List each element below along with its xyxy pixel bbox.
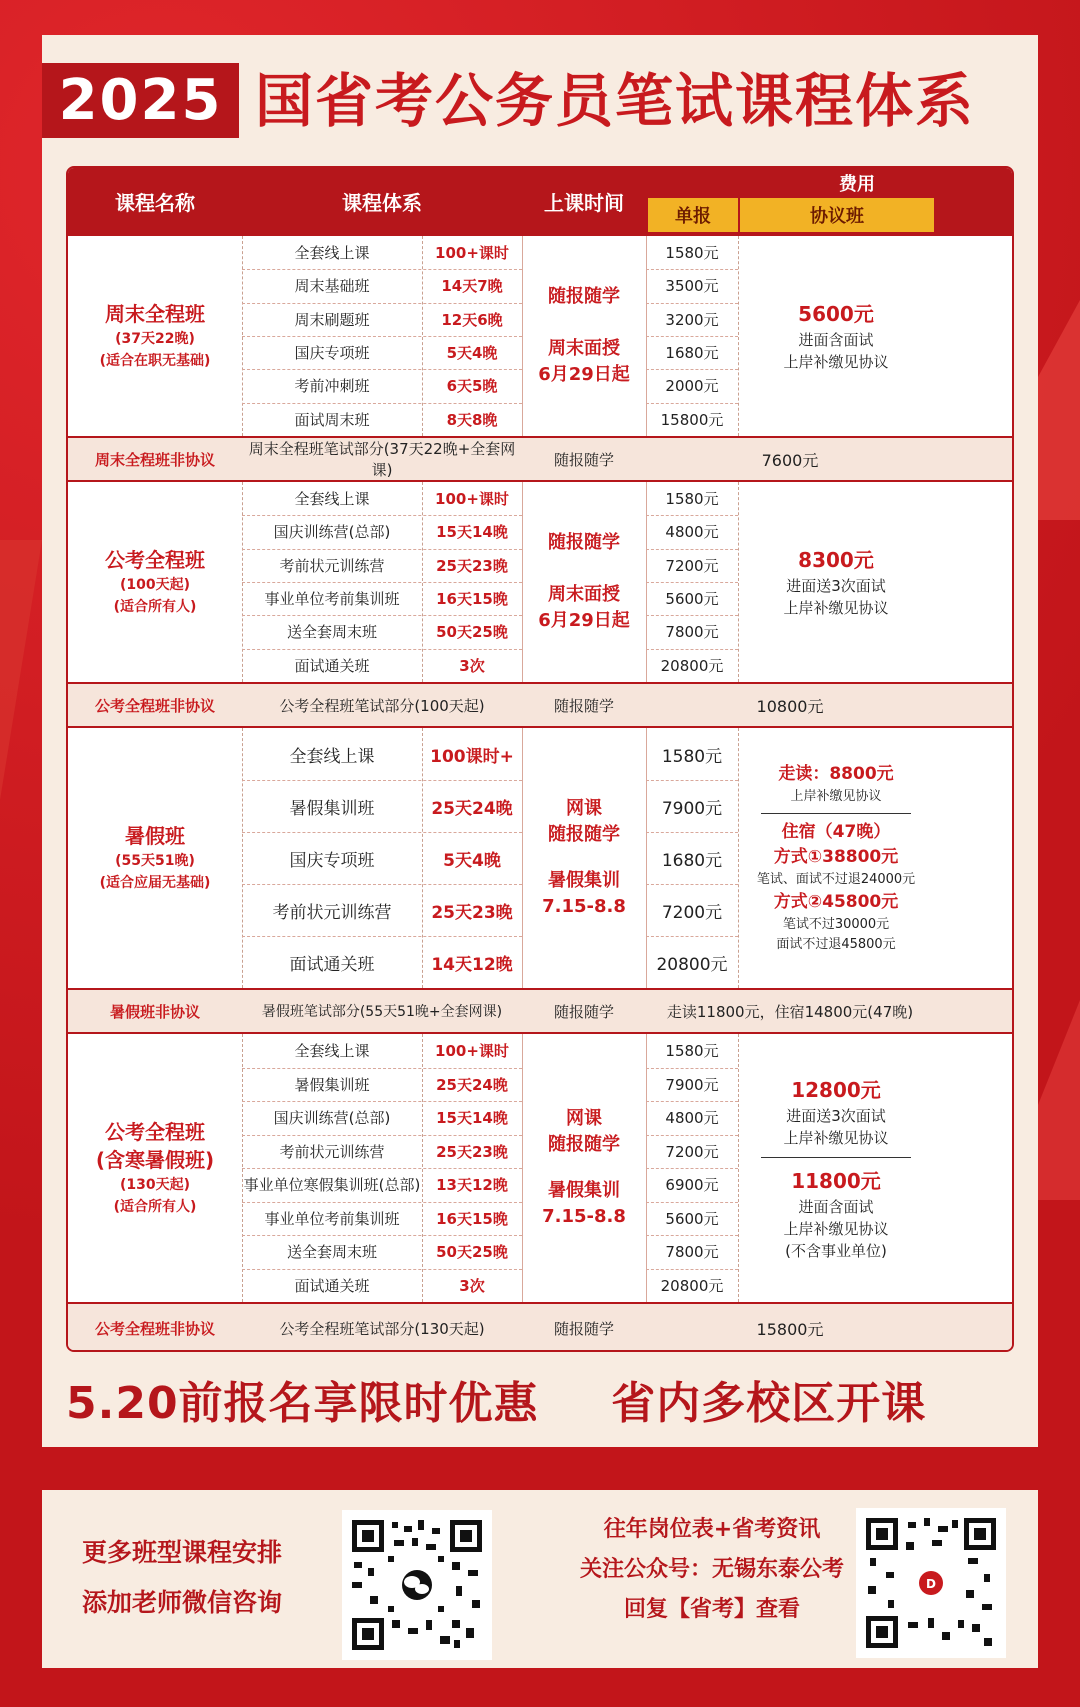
agreement-note: 上岸补缴见协议 [783, 599, 889, 617]
course-duration-cell: 13天12晚 [436, 1176, 508, 1195]
course-price-cell: 20800元 [656, 954, 728, 975]
course-price-cell: 7900元 [665, 1075, 719, 1094]
course-duration-cell: 8天8晚 [446, 410, 498, 429]
course-duration-cell: 15天14晚 [436, 523, 508, 542]
footer-middle [542, 1510, 882, 1630]
class-name: 暑假班 [125, 824, 185, 848]
time-line: 网课 [566, 798, 602, 819]
course-price-cell: 1580元 [665, 244, 719, 263]
non-agreement-name: 暑假班非协议 [109, 1002, 200, 1021]
class-fit: (适合所有人) [113, 599, 197, 615]
non-agreement-row [68, 682, 1014, 726]
option-2-price: 方式②45800元 [773, 891, 899, 912]
course-duration-cell: 25天23晚 [436, 556, 508, 575]
course-name-cell: 国庆专项班 [294, 344, 370, 363]
course-name-cell: 面试通关班 [294, 656, 370, 675]
time-line: 7.15-8.8 [542, 1206, 626, 1227]
course-duration-cell: 100课时+ [430, 746, 514, 767]
col-fee: 费用 [839, 174, 875, 195]
course-price-cell: 1680元 [661, 850, 723, 871]
course-price-cell: 20800元 [660, 1276, 724, 1295]
course-table [66, 166, 1014, 1352]
page-title: 国省考公务员笔试课程体系 [255, 67, 976, 135]
course-price-cell: 1580元 [661, 746, 723, 767]
option-1-price: 方式①38800元 [773, 846, 899, 867]
course-duration-cell: 25天23晚 [431, 902, 513, 923]
course-duration-cell: 16天15晚 [436, 1209, 508, 1228]
course-price-cell: 5600元 [665, 590, 719, 609]
agreement-price: 11800元 [791, 1168, 881, 1193]
course-price-cell: 2000元 [665, 377, 719, 396]
footer-line: 添加老师微信咨询 [82, 1588, 283, 1617]
course-duration-cell: 16天15晚 [436, 590, 508, 609]
course-name-cell: 考前状元训练营 [279, 1142, 385, 1161]
course-duration-cell: 5天4晚 [446, 344, 498, 363]
agreement-note: 上岸补缴见协议 [783, 1128, 889, 1147]
course-price-cell: 1580元 [665, 1042, 719, 1061]
class-name: 公考全程班 [105, 1120, 205, 1144]
course-price-cell: 4800元 [665, 523, 719, 542]
agreement-note: (不含事业单位) [785, 1241, 887, 1260]
class-time [522, 728, 646, 988]
course-duration-cell: 3次 [459, 656, 485, 675]
agreement-cell [738, 236, 934, 436]
class-fit: (适合应届无基础) [99, 875, 211, 891]
time-line: 暑假集训 [548, 1180, 620, 1201]
svg-text:D: D [926, 1577, 936, 1591]
promo-left: 5.20前报名享限时优惠 [66, 1378, 539, 1429]
board-label: 住宿（47晚） [781, 821, 891, 842]
option-note: 笔试、面试不过退24000元 [756, 871, 916, 887]
non-agreement-price: 15800元 [756, 1319, 824, 1339]
course-price-cell: 7900元 [661, 798, 723, 819]
course-duration-cell: 50天25晚 [436, 1243, 508, 1262]
non-agreement-row [68, 1302, 1014, 1352]
course-price-cell: 3200元 [665, 310, 719, 329]
footer-line: 更多班型课程安排 [82, 1538, 283, 1567]
course-name-cell: 送全套周末班 [286, 1243, 377, 1262]
course-name-cell: 全套线上课 [294, 244, 370, 263]
time-line: 随报随学 [548, 532, 620, 553]
agreement-cell [738, 482, 934, 682]
course-duration-cell: 25天24晚 [436, 1075, 508, 1094]
agreement-price: 12800元 [791, 1077, 881, 1102]
time-line: 周末面授 [548, 338, 620, 359]
section-name [68, 1034, 242, 1302]
class-days: (55天51晚) [115, 853, 195, 869]
course-price-cell: 7200元 [665, 1142, 719, 1161]
agreement-note: 上岸补缴见协议 [783, 1219, 889, 1238]
course-price-cell: 7800元 [665, 623, 719, 642]
course-duration-cell: 25天23晚 [436, 1142, 508, 1161]
footer-line: 回复【省考】查看 [623, 1597, 800, 1622]
course-duration-cell: 50天25晚 [436, 623, 508, 642]
col-class-time: 上课时间 [544, 190, 624, 215]
class-time [522, 482, 646, 682]
course-price-cell: 15800元 [660, 410, 724, 429]
agreement-price: 8300元 [798, 548, 874, 572]
course-duration-cell: 100+课时 [435, 244, 509, 263]
course-name-cell: 周末刷题班 [294, 310, 370, 329]
course-name-cell: 周末基础班 [294, 277, 370, 296]
course-name-cell: 全套线上课 [289, 746, 375, 767]
non-agreement-name: 公考全程班非协议 [94, 1319, 215, 1338]
course-duration-cell: 5天4晚 [443, 850, 501, 871]
time-line: 暑假集训 [548, 870, 620, 891]
course-name-cell: 考前冲刺班 [294, 377, 370, 396]
course-name-cell: 面试通关班 [289, 954, 375, 975]
time-line: 网课 [566, 1108, 602, 1129]
course-name-cell: 暑假集训班 [289, 798, 375, 819]
decor-triangle [0, 540, 42, 800]
non-agreement-time: 随报随学 [553, 696, 614, 715]
section-name [68, 236, 242, 436]
class-time [522, 1034, 646, 1302]
course-price-cell: 4800元 [665, 1109, 719, 1128]
course-name-cell: 事业单位考前集训班 [264, 590, 400, 609]
time-line: 7.15-8.8 [542, 896, 626, 917]
promo-right: 省内多校区开课 [611, 1378, 927, 1429]
non-agreement-name: 周末全程班非协议 [94, 450, 215, 469]
class-name: 公考全程班 [105, 548, 205, 572]
non-agreement-price: 走读11800元，住宿14800元(47晚) [666, 1002, 914, 1021]
course-name-cell: 全套线上课 [294, 490, 370, 509]
agreement-cell [738, 1034, 934, 1302]
footer-panel [42, 1490, 1038, 1668]
course-name-cell: 面试通关班 [294, 1276, 370, 1295]
section-weekend [68, 234, 1014, 436]
course-price-cell: 5600元 [665, 1209, 719, 1228]
agreement-note: 进面送3次面试 [786, 577, 886, 595]
course-name-cell: 面试周末班 [294, 410, 370, 429]
non-agreement-row [68, 988, 1014, 1032]
course-name-cell: 暑假集训班 [294, 1075, 370, 1094]
section-summer [68, 726, 1014, 988]
agreement-cell [738, 728, 934, 988]
course-duration-cell: 14天7晚 [441, 277, 503, 296]
year-badge: 2025 [42, 63, 239, 138]
course-name-cell: 全套线上课 [294, 1042, 370, 1061]
course-duration-cell: 12天6晚 [441, 310, 503, 329]
non-agreement-price: 10800元 [756, 696, 824, 716]
agreement-price: 5600元 [798, 302, 874, 326]
section-name [68, 482, 242, 682]
course-duration-cell: 3次 [459, 1276, 485, 1295]
course-name-cell: 考前状元训练营 [272, 902, 392, 923]
option-note: 笔试不过30000元 [782, 916, 890, 932]
course-name-cell: 国庆专项班 [289, 850, 375, 871]
non-agreement-desc: 暑假班笔试部分(55天51晚+全套网课) [261, 1004, 503, 1020]
course-price-cell: 1680元 [665, 344, 719, 363]
footer-line: 关注公众号：无锡东泰公考 [579, 1557, 844, 1582]
time-line: 周末面授 [548, 584, 620, 605]
agreement-note: 进面含面试 [798, 1197, 874, 1216]
course-duration-cell: 15天14晚 [436, 1109, 508, 1128]
official-account-qr-code[interactable] [856, 1508, 1006, 1658]
course-price-cell: 7200元 [661, 902, 723, 923]
footer-line: 往年岗位表+省考资讯 [603, 1517, 821, 1542]
class-days: (100天起) [119, 577, 191, 593]
class-days: (37天22晚) [115, 331, 195, 347]
section-full-with-holiday [68, 1032, 1014, 1302]
course-price-cell: 1580元 [665, 490, 719, 509]
course-duration-cell: 14天12晚 [431, 954, 513, 975]
class-days: (130天起) [119, 1177, 191, 1193]
non-agreement-desc: 周末全程班笔试部分(37天22晚+全套网课) [248, 440, 516, 479]
qr-icon [862, 1514, 1000, 1652]
col-agreement: 协议班 [740, 198, 934, 232]
course-name-cell: 国庆训练营(总部) [273, 1109, 391, 1128]
time-line: 6月29日起 [538, 364, 630, 385]
agreement-note: 进面送3次面试 [786, 1106, 886, 1125]
course-name-cell: 国庆训练营(总部) [273, 523, 391, 542]
time-line: 随报随学 [548, 286, 620, 307]
option-note: 面试不过退45800元 [776, 936, 896, 952]
time-line: 6月29日起 [538, 610, 630, 631]
col-single: 单报 [648, 198, 738, 232]
time-line: 随报随学 [548, 824, 620, 845]
time-line: 随报随学 [548, 1134, 620, 1155]
class-name: 周末全程班 [105, 302, 205, 326]
class-fit: (适合所有人) [113, 1199, 197, 1215]
non-agreement-name: 公考全程班非协议 [94, 696, 215, 715]
non-agreement-row [68, 436, 1014, 480]
course-duration-cell: 25天24晚 [431, 798, 513, 819]
course-name-cell: 事业单位寒假集训班(总部) [243, 1176, 421, 1195]
col-course-name: 课程名称 [115, 190, 195, 215]
course-price-cell: 7200元 [665, 556, 719, 575]
section-name [68, 728, 242, 988]
course-name-cell: 考前状元训练营 [279, 556, 385, 575]
agreement-note: 上岸补缴见协议 [783, 353, 889, 371]
promo-banner [66, 1374, 1014, 1434]
non-agreement-time: 随报随学 [553, 1319, 614, 1338]
non-agreement-desc: 公考全程班笔试部分(130天起) [279, 1319, 485, 1338]
class-name-sub: (含寒暑假班) [95, 1148, 215, 1172]
course-duration-cell: 100+课时 [435, 1042, 509, 1061]
course-duration-cell: 100+课时 [435, 490, 509, 509]
course-price-cell: 3500元 [665, 277, 719, 296]
course-name-cell: 送全套周末班 [286, 623, 377, 642]
course-name-cell: 事业单位考前集训班 [264, 1209, 400, 1228]
section-full [68, 480, 1014, 682]
non-agreement-price: 7600元 [761, 450, 819, 470]
course-price-cell: 6900元 [665, 1176, 719, 1195]
course-price-cell: 20800元 [660, 656, 724, 675]
non-agreement-desc: 公考全程班笔试部分(100天起) [279, 696, 485, 715]
non-agreement-time: 随报随学 [553, 1002, 614, 1021]
qr-icon [348, 1516, 486, 1654]
course-price-cell: 7800元 [665, 1243, 719, 1262]
footer-left [82, 1528, 352, 1628]
class-time [522, 236, 646, 436]
col-course-system: 课程体系 [342, 190, 422, 215]
class-fit: (适合在职无基础) [99, 353, 211, 369]
course-duration-cell: 6天5晚 [446, 377, 498, 396]
walk-price: 走读：8800元 [778, 763, 894, 784]
agreement-note: 上岸补缴见协议 [790, 788, 882, 804]
table-header [68, 168, 1014, 234]
wechat-qr-code[interactable] [342, 1510, 492, 1660]
non-agreement-time: 随报随学 [553, 450, 614, 469]
agreement-note: 进面含面试 [798, 331, 874, 349]
